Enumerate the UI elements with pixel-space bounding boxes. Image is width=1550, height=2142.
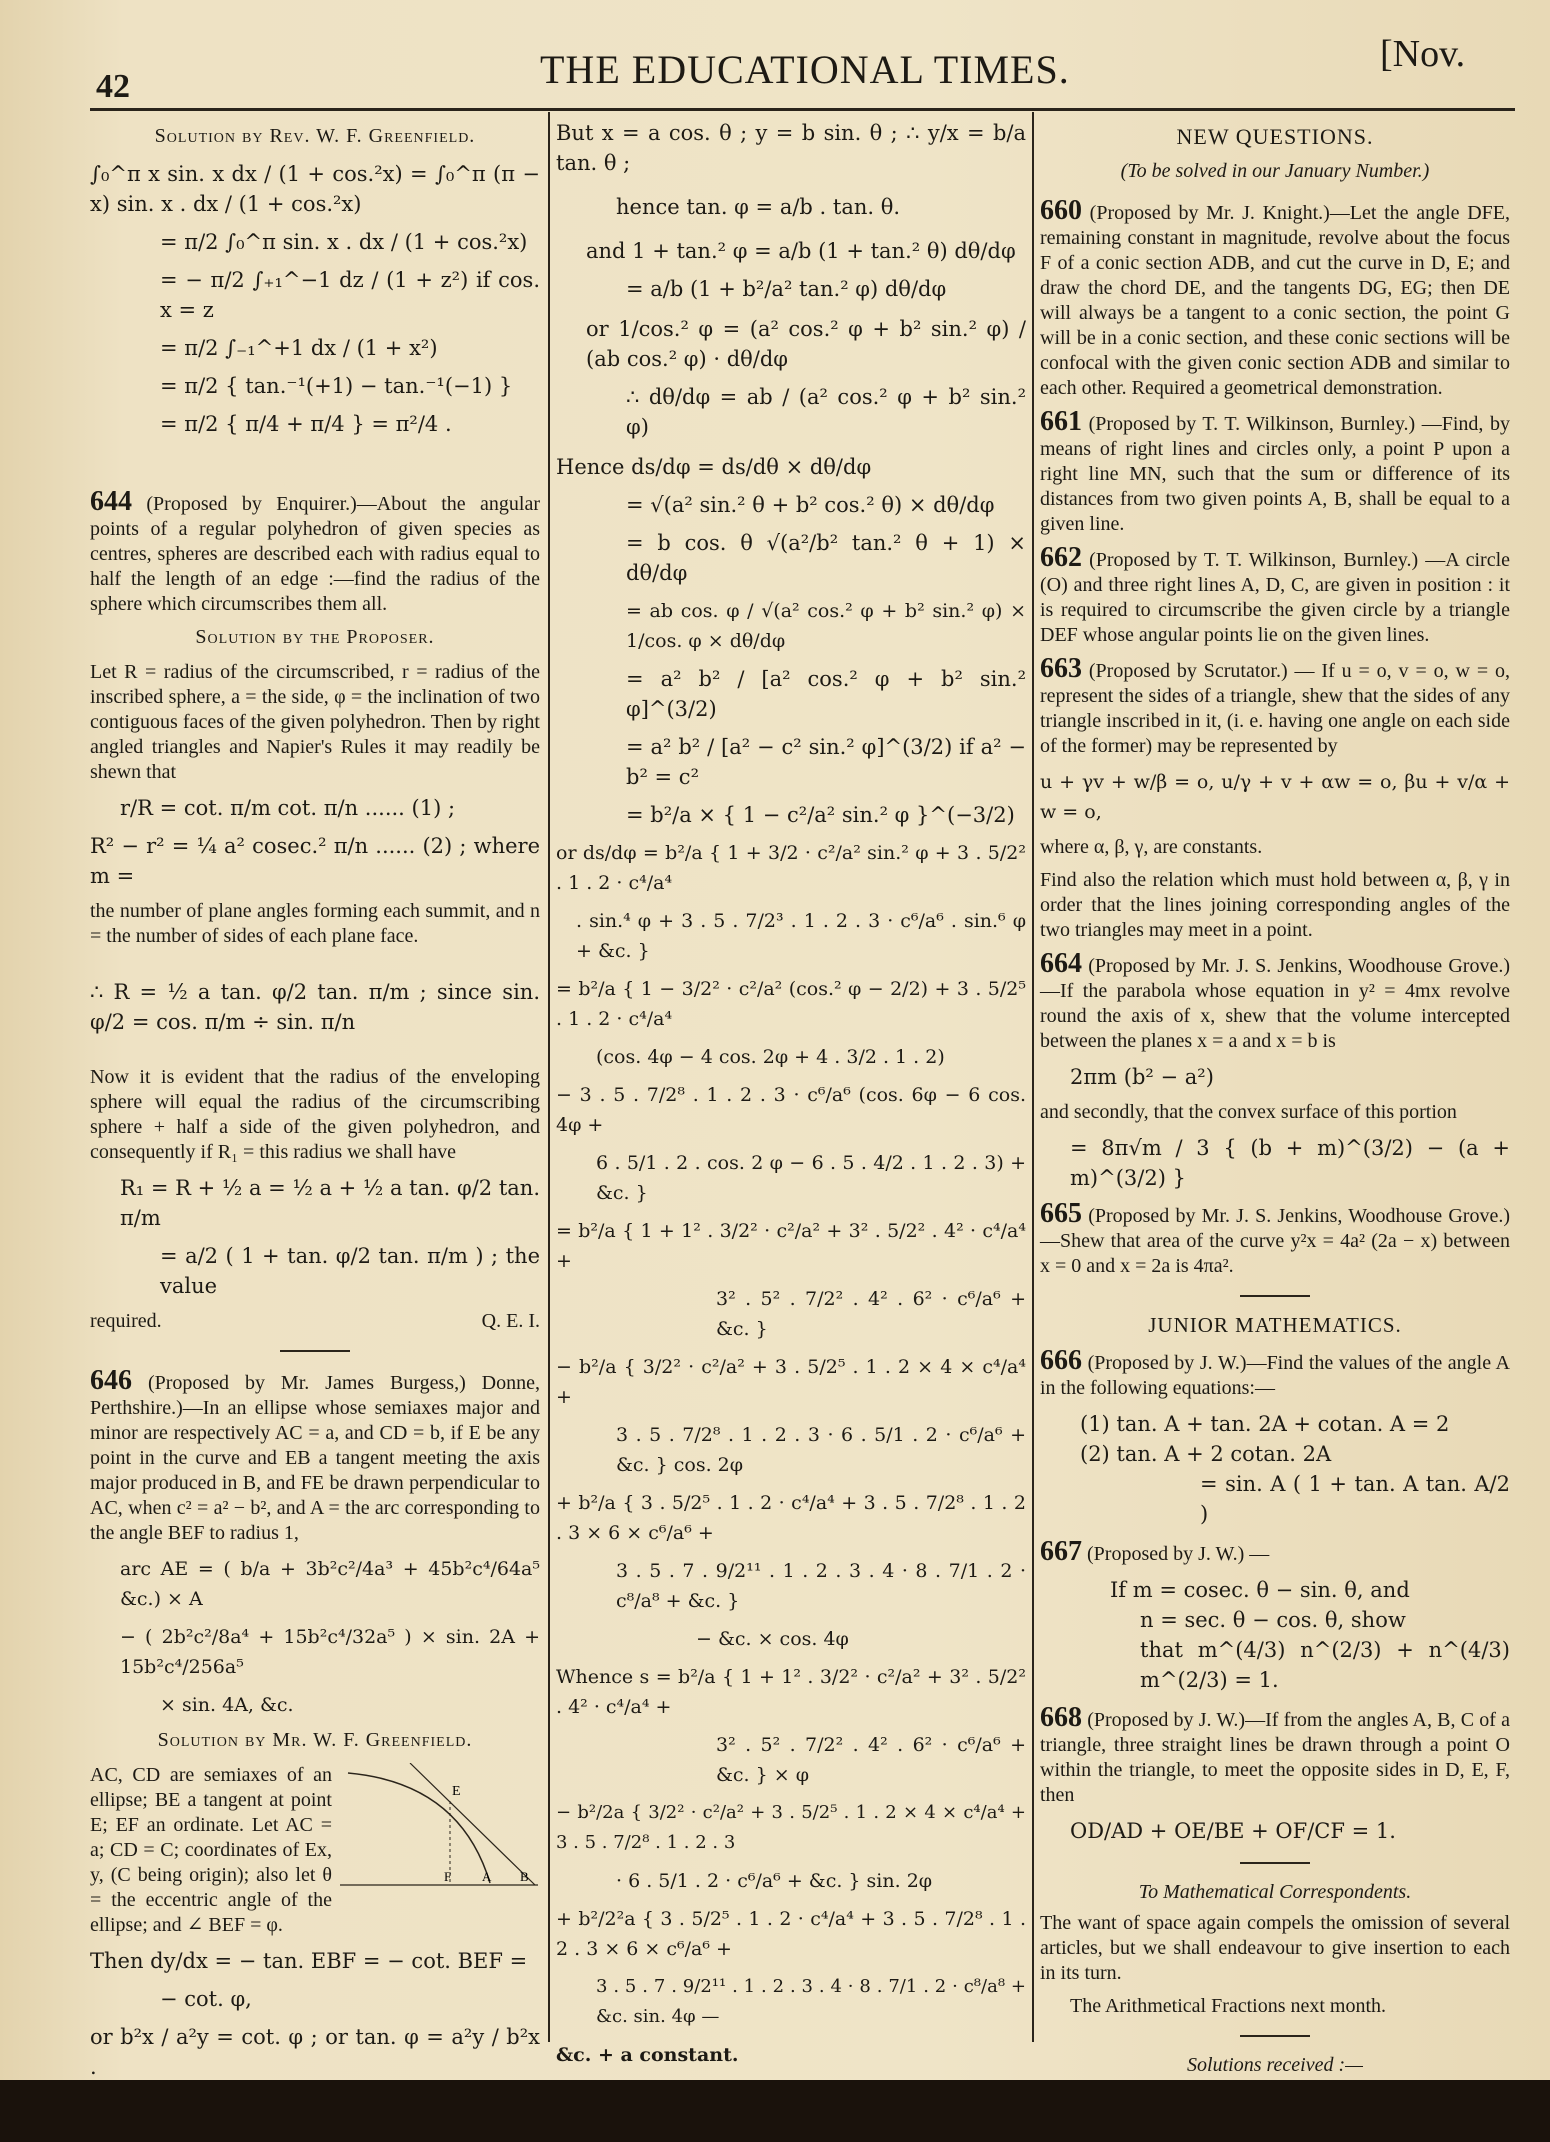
equation: − b²/a { 3/2² · c²/a² + 3 . 5/2⁵ . 1 . 2 × 4 × c⁴/a⁴ + [556, 1356, 1026, 1408]
equation: &c. + a constant. [556, 2044, 739, 2066]
page-header [0, 33, 1550, 108]
equation: = b cos. θ √(a²/b² tan.² θ + 1) × dθ/dφ [626, 531, 1026, 585]
question-660 [1040, 195, 1510, 401]
publication-title: THE EDUCATIONAL TIMES. [540, 47, 1070, 92]
ellipse-figure [340, 1763, 540, 1893]
equation: Then dy/dx = − tan. EBF = − cot. BEF = [90, 1949, 528, 1973]
issue-label: [Nov. [1380, 33, 1466, 75]
question-644 [90, 486, 540, 617]
paragraph: where α, β, γ, are constants. [1040, 836, 1263, 858]
question-661 [1040, 406, 1510, 537]
sign-off-row [90, 1309, 540, 1334]
question-666 [1040, 1345, 1511, 1401]
section-heading: JUNIOR MATHEMATICS. [1148, 1313, 1402, 1337]
equation: − &c. × cos. 4φ [696, 1628, 849, 1650]
paragraph: and secondly, that the convex surface of this portion [1040, 1101, 1457, 1123]
paragraph: The Arithmetical Fractions next month. [1070, 1995, 1387, 2017]
equation: r/R = cot. π/m cot. π/n ...... (1) ; [120, 796, 456, 820]
question-text: (Proposed by Mr. J. Knight.)—Let the angle DFE, remaining constant in magnitude, revolve about the focus F of a conic section ADB, and cut the curve in D, E; and draw the chord DE, and the tangents DG, EG; then DE will always be a tangent to a conic section, the point G will be in a conic section, and these conic sections will be confocal with the given conic section ADB and similar to each other. Required a geometrical demonstration. [1040, 202, 1510, 399]
paragraph: the number of plane angles forming each summit, and n = the number of sides of each plane face. [90, 900, 540, 947]
equation: ∫₀^π x sin. x dx / (1 + cos.²x) = ∫₀^π (π − x) sin. x . dx / (1 + cos.²x) [90, 162, 540, 216]
middle-column [556, 118, 1026, 2078]
column-divider [1032, 112, 1034, 2042]
equation: R₁ = R + ½ a = ½ a + ½ a tan. φ/2 tan. π/m [120, 1176, 540, 1230]
header-rule [90, 108, 1515, 111]
equation: 3² . 5² . 7/2² . 4² . 6² · c⁶/a⁶ + &c. } × φ [716, 1734, 1026, 1786]
divider [280, 1350, 350, 1352]
point-label: B [520, 1869, 529, 1884]
equation: If m = cosec. θ − sin. θ, and [1110, 1578, 1410, 1602]
equation: 2πm (b² − a²) [1070, 1065, 1214, 1089]
paragraph: The want of space again compels the omission of several articles, but we shall endeavour to give insertion to each in its turn. [1040, 1912, 1510, 1984]
question-number: 668 [1040, 1702, 1082, 1733]
equation: 3 . 5 . 7 . 9/2¹¹ . 1 . 2 . 3 . 4 · 8 . 7/1 . 2 · c⁸/a⁸ + &c. } [616, 1560, 1026, 1612]
equation: − cot. φ, [160, 1987, 252, 2011]
question-text: (Proposed by Mr. James Burgess,) Donne, Perthshire.)—In an ellipse whose semiaxes major and minor are respectively AC = a, and CD = b, if E be any point in the curve and EB a tangent meeting the axis major produced in B, and FE be drawn perpendicular to AC, when c² = a² − b², and A = the arc corresponding to the angle BEF to radius 1, [90, 1372, 540, 1544]
tangent-line [410, 1763, 535, 1885]
column-divider [548, 112, 550, 2042]
equation: + b²/2²a { 3 . 5/2⁵ . 1 . 2 · c⁴/a⁴ + 3 . 5 . 7/2⁸ . 1 . 2 . 3 × 6 × c⁶/a⁶ + [556, 1908, 1026, 1960]
equation: or 1/cos.² φ = (a² cos.² φ + b² sin.² φ) / (ab cos.² φ) · dθ/dφ [586, 317, 1026, 371]
question-number: 667 [1040, 1536, 1082, 1567]
equation: 3 . 5 . 7 . 9/2¹¹ . 1 . 2 . 3 . 4 · 8 . 7/1 . 2 · c⁸/a⁸ + &c. sin. 4φ — [596, 1976, 1026, 2027]
question-text: (Proposed by T. T. Wilkinson, Burnley.) —Find, by means of right lines and circles only, a point P upon a right line MN, such that the sum or difference of its distances from two given points A, B, shall be equal to a given line. [1040, 413, 1510, 535]
question-text: (Proposed by J. W.)—Find the values of the angle A in the following equations:— [1040, 1352, 1511, 1399]
equation: = a/b (1 + b²/a² tan.² φ) dθ/dφ [626, 277, 947, 301]
question-668 [1040, 1702, 1511, 1808]
solution-math [90, 159, 540, 439]
divider [1240, 1862, 1310, 1864]
figure-block [90, 1763, 540, 1938]
equation: Hence ds/dφ = ds/dθ × dθ/dφ [556, 455, 872, 479]
solution-heading: Solution by Mr. W. F. Greenfield. [157, 1729, 473, 1751]
equation: ∴ dθ/dφ = ab / (a² cos.² φ + b² sin.² φ) [626, 385, 1026, 439]
equation: 3 . 5 . 7/2⁸ . 1 . 2 . 3 · 6 . 5/1 . 2 · c⁶/a⁶ + &c. } cos. 2φ [616, 1424, 1026, 1476]
right-column [1040, 118, 1510, 2126]
equation: . sin.⁴ φ + 3 . 5 . 7/2³ . 1 . 2 . 3 · c⁶/a⁶ . sin.⁶ φ + &c. } [576, 910, 1026, 962]
question-number: 663 [1040, 653, 1082, 684]
equation: n = sec. θ − cos. θ, show [1140, 1608, 1406, 1632]
equation: = b²/a × { 1 − c²/a² sin.² φ }^(−3/2) [626, 803, 1015, 827]
question-number: 660 [1040, 195, 1082, 226]
ellipse-arc [348, 1773, 490, 1883]
question-text: (Proposed by Mr. J. S. Jenkins, Woodhouse Grove.)—Shew that area of the curve y²x = 4a² (2a − x) between x = 0 and x = 2a is 4πa². [1040, 1205, 1510, 1277]
question-text: (Proposed by Scrutator.) — If u = o, v = o, w = o, represent the sides of a triangle, shew that the sides of any triangle inscribed in it, (i. e. having one angle on each side of the former) may be represented by [1040, 660, 1510, 757]
page-number: 42 [96, 68, 130, 105]
point-label: F [444, 1869, 452, 1884]
section-heading: Solutions received :— [1187, 2054, 1363, 2076]
divider [1240, 2035, 1310, 2037]
equation: = 8π√m / 3 { (b + m)^(3/2) − (a + m)^(3/2) } [1070, 1136, 1510, 1190]
equation: − b²/2a { 3/2² · c²/a² + 3 . 5/2⁵ . 1 . 2 × 4 × c⁴/a⁴ + 3 . 5 . 7/2⁸ . 1 . 2 . 3 [556, 1802, 1026, 1853]
equation: = − π/2 ∫₊₁^−1 dz / (1 + z²) if cos. x = z [160, 268, 540, 322]
equation: = π/2 ∫₋₁^+1 dx / (1 + x²) [160, 336, 438, 360]
equation: (cos. 4φ − 4 cos. 2φ + 4 . 3/2 . 1 . 2) [596, 1046, 945, 1068]
equation: − 3 . 5 . 7/2⁸ . 1 . 2 . 3 · c⁶/a⁶ (cos. 6φ − 6 cos. 4φ + [556, 1084, 1026, 1136]
equation: or b²x / a²y = cot. φ ; or tan. φ = a²y / b²x . [90, 2025, 540, 2079]
equation: = b²/a { 1 + 1² . 3/2² · c²/a² + 3² . 5/2² . 4² · c⁴/a⁴ + [556, 1220, 1026, 1272]
question-662 [1040, 542, 1510, 648]
equation: = sin. A ( 1 + tan. A tan. A/2 ) [1200, 1472, 1510, 1526]
question-663 [1040, 653, 1510, 759]
solution-heading: Solution by the Proposer. [195, 626, 435, 648]
paragraph: AC, CD are semiaxes of an ellipse; BE a tangent at point E; EF an ordinate. Let AC = a; CD = C; coordinates of Ex, y, (C being origin); also let θ = the eccentric angle of the ellipse; and ∠ BEF = φ. [90, 1764, 332, 1936]
equation: = π/2 ∫₀^π sin. x . dx / (1 + cos.²x) [160, 230, 528, 254]
question-665 [1040, 1198, 1510, 1279]
equation: · 6 . 5/1 . 2 · c⁶/a⁶ + &c. } sin. 2φ [616, 1870, 933, 1892]
question-number: 662 [1040, 542, 1082, 573]
point-label: A [482, 1869, 492, 1884]
equation: + b²/a { 3 . 5/2⁵ . 1 . 2 · c⁴/a⁴ + 3 . 5 . 7/2⁸ . 1 . 2 . 3 × 6 × c⁶/a⁶ + [556, 1492, 1026, 1544]
divider [1240, 1295, 1310, 1297]
equation: 6 . 5/1 . 2 . cos. 2 φ − 6 . 5 . 4/2 . 1 . 2 . 3) + &c. } [596, 1152, 1026, 1204]
question-667 [1040, 1536, 1510, 1567]
equation: hence tan. φ = a/b . tan. θ. [616, 195, 901, 219]
equation: ∴ R = ½ a tan. φ/2 tan. π/m ; since sin. φ/2 = cos. π/m ÷ sin. π/n [90, 980, 540, 1034]
equation: (1) tan. A + tan. 2A + cotan. A = 2 [1080, 1412, 1450, 1436]
question-number: 646 [90, 1365, 132, 1396]
paragraph: Find also the relation which must hold between α, β, γ in order that the lines joining corresponding angles of the two triangles may meet in a point. [1040, 869, 1510, 941]
equation: OD/AD + OE/BE + OF/CF = 1. [1070, 1819, 1396, 1843]
equation: 3² . 5² . 7/2² . 4² . 6² · c⁶/a⁶ + &c. } [716, 1288, 1026, 1340]
question-text: (Proposed by T. T. Wilkinson, Burnley.) —A circle (O) and three right lines A, D, C, are given in position : it is required to circumscribe the given circle by a triangle DEF whose angular points lie on the given lines. [1040, 549, 1510, 646]
equation: R² − r² = ¼ a² cosec.² π/n ...... (2) ; where m = [90, 834, 540, 888]
question-text: (Proposed by J. W.) — [1087, 1543, 1270, 1565]
equation: and 1 + tan.² φ = a/b (1 + tan.² θ) dθ/dφ [586, 239, 1016, 263]
equation: = a/2 ( 1 + tan. φ/2 tan. π/m ) ; the value [160, 1244, 540, 1298]
question-number: 664 [1040, 948, 1082, 979]
equation: or ds/dφ = b²/a { 1 + 3/2 · c²/a² sin.² φ + 3 . 5/2² . 1 . 2 · c⁴/a⁴ [556, 842, 1026, 894]
label: required. [90, 1310, 162, 1332]
equation: × sin. 4A, &c. [160, 1694, 294, 1716]
equation: − ( 2b²c²/8a⁴ + 15b²c⁴/32a⁵ ) × sin. 2A + 15b²c⁴/256a⁵ [120, 1626, 540, 1678]
equation: = π/2 { tan.⁻¹(+1) − tan.⁻¹(−1) } [160, 374, 513, 398]
equation: = a² b² / [a² − c² sin.² φ]^(3/2) if a² − b² = c² [626, 735, 1026, 789]
question-text: (Proposed by Mr. J. S. Jenkins, Woodhouse Grove.)—If the parabola whose equation in y² = 4mx revolve round the axis of x, shew that the volume intercepted between the planes x = a and x = b is [1040, 955, 1510, 1052]
question-number: 666 [1040, 1345, 1082, 1376]
equation: = b²/a { 1 − 3/2² · c²/a² (cos.² φ − 2/2) + 3 . 5/2⁵ . 1 . 2 · c⁴/a⁴ [556, 978, 1026, 1030]
equation: Whence s = b²/a { 1 + 1² . 3/2² · c²/a² + 3² . 5/2² . 4² · c⁴/a⁴ + [556, 1666, 1026, 1718]
question-number: 661 [1040, 406, 1082, 437]
paragraph: Now it is evident that the radius of the enveloping sphere will equal the radius of the circumscribing sphere + half a side of the given polyhedron, and consequently if R₁ = this radius we shall have [90, 1066, 540, 1163]
equation: = π/2 { π/4 + π/4 } = π²/4 . [160, 412, 452, 436]
section-heading: To Mathematical Correspondents. [1138, 1881, 1412, 1903]
equation: = a² b² / [a² cos.² φ + b² sin.² φ]^(3/2) [626, 667, 1026, 721]
section-subheading: (To be solved in our January Number.) [1120, 160, 1430, 182]
section-heading: NEW QUESTIONS. [1176, 124, 1374, 149]
qei-label: Q. E. I. [481, 1310, 540, 1332]
question-664 [1040, 948, 1510, 1054]
point-label: E [452, 1784, 461, 1799]
solution-heading: Solution by Rev. W. F. Greenfield. [154, 125, 476, 147]
question-number: 644 [90, 486, 132, 517]
left-column [90, 118, 540, 2090]
question-text: (Proposed by J. W.)—If from the angles A, B, C of a triangle, three straight lines be drawn through a point O within the triangle, to meet the opposite sides in D, E, F, then [1040, 1709, 1511, 1806]
equation: arc AE = ( b/a + 3b²c²/4a³ + 45b²c⁴/64a⁵ &c.) × A [120, 1558, 540, 1610]
equation: But x = a cos. θ ; y = b sin. θ ; ∴ y/x = b/a tan. θ ; [556, 121, 1026, 175]
question-text: (Proposed by Enquirer.)—About the angular points of a regular polyhedron of given species as centres, spheres are described each with radius equal to half the length of an edge :—find the radius of the sphere which circumscribes them all. [90, 493, 540, 615]
paragraph: Let R = radius of the circumscribed, r = radius of the inscribed sphere, a = the side, φ = the inclination of two contiguous faces of the given polyhedron. Then by right angled triangles and Napier's Rules it may readily be shewn that [90, 661, 540, 783]
scan-border [0, 2080, 1550, 2142]
equation: (2) tan. A + 2 cotan. 2A [1080, 1442, 1332, 1466]
equation: = √(a² sin.² θ + b² cos.² θ) × dθ/dφ [626, 493, 995, 517]
question-number: 665 [1040, 1198, 1082, 1229]
equation: that m^(4/3) n^(2/3) + n^(4/3) m^(2/3) = 1. [1140, 1638, 1510, 1692]
equation: = ab cos. φ / √(a² cos.² φ + b² sin.² φ) × 1/cos. φ × dθ/dφ [626, 600, 1026, 652]
equation: u + γv + w/β = o, u/γ + v + αw = o, βu + v/α + w = o, [1040, 771, 1510, 823]
question-646 [90, 1365, 540, 1546]
